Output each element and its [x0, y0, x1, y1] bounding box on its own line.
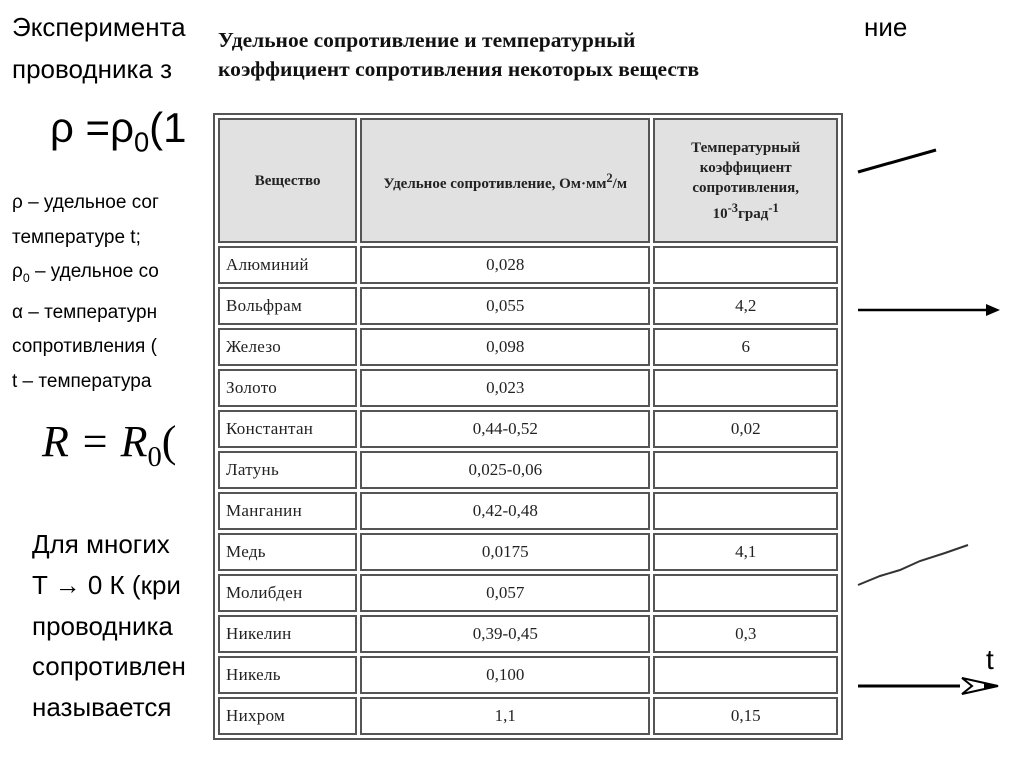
table-row [218, 492, 838, 530]
cell-substance: Молибден [218, 574, 357, 612]
table-row [218, 451, 838, 489]
cell-coefficient: 6 [653, 328, 838, 366]
cell-coefficient: 4,1 [653, 533, 838, 571]
cell-coefficient: 0,02 [653, 410, 838, 448]
cell-substance: Вольфрам [218, 287, 357, 325]
cell-substance: Манганин [218, 492, 357, 530]
arrow-head-icon [986, 304, 1000, 316]
desc-line: температуре t; [12, 226, 141, 248]
cell-coefficient: 0,15 [653, 697, 838, 735]
cell-resistivity: 0,100 [360, 656, 650, 694]
header-resistivity: Удельное сопротивление, $Ом\cdot мм^2/м$ [360, 118, 650, 243]
cell-resistivity: 0,44-0,52 [360, 410, 650, 448]
cell-resistivity: 0,023 [360, 369, 650, 407]
formula-r-subscript: 0 [147, 441, 162, 473]
cell-resistivity: 1,1 [360, 697, 650, 735]
cell-resistivity: 0,028 [360, 246, 650, 284]
cell-coefficient [653, 246, 838, 284]
desc-line: сопротивления ( [12, 336, 157, 358]
cell-resistivity: 0,098 [360, 328, 650, 366]
table-row [218, 246, 838, 284]
cell-coefficient: 0,3 [653, 615, 838, 653]
formula-r-main: R = R [42, 417, 148, 466]
desc-line: $\rho_0$ – удельное со [12, 261, 159, 285]
slide-heading-line1-left: Эксперимента [12, 12, 186, 42]
bottom-line: T → 0 К (кри [32, 569, 181, 600]
cell-substance: Золото [218, 369, 357, 407]
resistivity-table [213, 113, 843, 740]
cell-resistivity: 0,0175 [360, 533, 650, 571]
slide-heading-line1-right: ние [864, 12, 908, 42]
desc-line: ρ – удельное сог [12, 192, 159, 213]
graph-axis-label: t [986, 644, 994, 675]
table-row [218, 697, 838, 735]
table-row [218, 533, 838, 571]
desc-line: t – температура [12, 370, 152, 392]
graph-line-top [858, 150, 936, 172]
resistivity-table-panel [206, 14, 852, 768]
formula-rho-main: ρ =ρ [50, 104, 134, 151]
bottom-line: Для многих [32, 529, 170, 559]
table-row [218, 328, 838, 366]
table-row [218, 410, 838, 448]
cell-resistivity: 0,055 [360, 287, 650, 325]
table-header-row [218, 118, 838, 243]
cell-resistivity: 0,42-0,48 [360, 492, 650, 530]
formula-rho-tail: (1 [149, 104, 187, 151]
cell-substance: Нихром [218, 697, 357, 735]
table-title-line1: Удельное сопротивление и температурный [218, 28, 636, 52]
table-title-line2: коэффициент сопротивления некоторых веществ [218, 57, 700, 81]
table-row [218, 287, 838, 325]
graph-curve [858, 545, 968, 585]
table-row [218, 574, 838, 612]
formula-r-tail: ( [161, 417, 177, 466]
cell-resistivity: 0,057 [360, 574, 650, 612]
table-title [218, 26, 858, 84]
cell-coefficient [653, 451, 838, 489]
cell-coefficient [653, 369, 838, 407]
bottom-line: называется [32, 692, 172, 723]
cell-substance: Латунь [218, 451, 357, 489]
cell-coefficient: 4,2 [653, 287, 838, 325]
cell-substance: Константан [218, 410, 357, 448]
formula-rho-subscript: 0 [133, 126, 150, 158]
bottom-line: сопротивлен [32, 651, 186, 682]
cell-substance: Железо [218, 328, 357, 366]
cell-coefficient [653, 656, 838, 694]
cell-coefficient [653, 492, 838, 530]
cell-substance: Никелин [218, 615, 357, 653]
cell-substance: Алюминий [218, 246, 357, 284]
cell-substance: Никель [218, 656, 357, 694]
desc-line: α – температурн [12, 301, 158, 323]
cell-coefficient [653, 574, 838, 612]
axis-arrow-tip-icon [984, 682, 998, 690]
cell-resistivity: 0,025-0,06 [360, 451, 650, 489]
table-row [218, 369, 838, 407]
table-row [218, 656, 838, 694]
table-row [218, 615, 838, 653]
cell-substance: Медь [218, 533, 357, 571]
slide-heading-line2: проводника з [12, 54, 173, 84]
cell-resistivity: 0,39-0,45 [360, 615, 650, 653]
header-temp-coefficient: Температурный коэффициент сопротивления, $10^{-3}град^{-1}$ [653, 118, 838, 243]
bottom-line: проводника [32, 610, 173, 641]
header-substance: Вещество [218, 118, 357, 243]
